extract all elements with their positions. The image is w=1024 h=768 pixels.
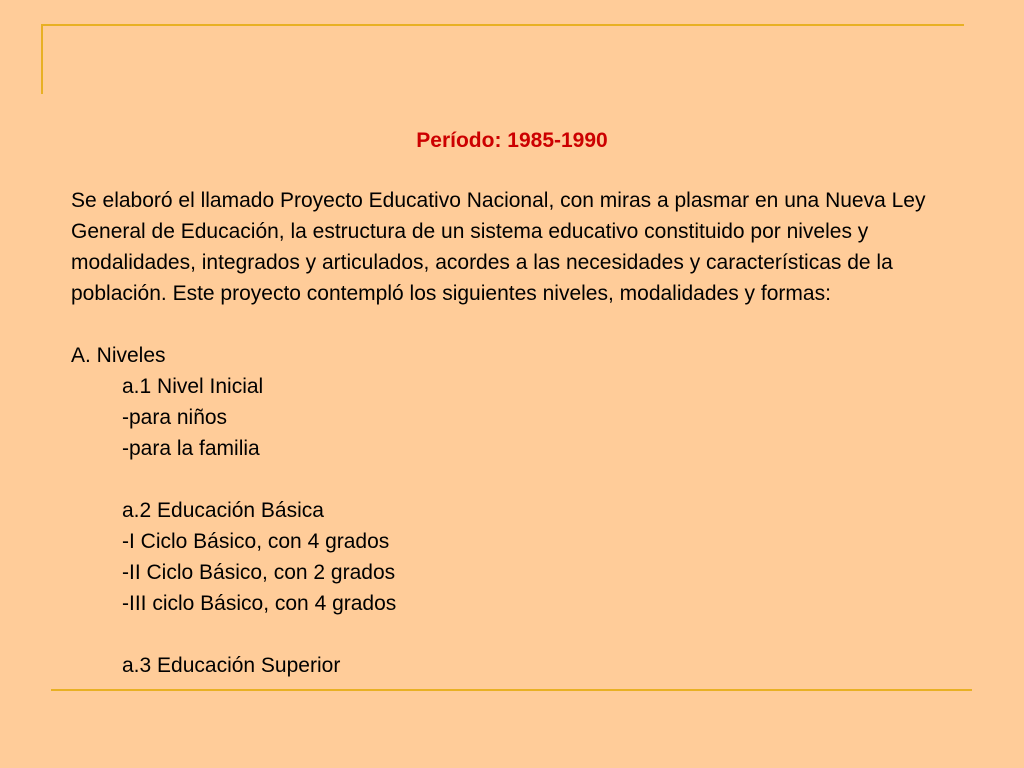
slide-title: Período: 1985-1990 [416,129,608,152]
left-rule [41,24,43,94]
levels-outline [71,340,961,681]
list-item: -para la familia [122,437,260,460]
list-item: -III ciclo Básico, con 4 grados [122,592,397,615]
list-item: -II Ciclo Básico, con 2 grados [122,561,396,584]
spacer [71,619,961,650]
intro-paragraph: Se elaboró el llamado Proyecto Educativo Nacional, con miras a plasmar en una Nueva Ley General de Educación, la estructura de un sistema educativo constituido por niveles y modalidades, integrados y articulados, acordes a las necesidades y características de la población. Este proyecto contempló los siguientes niveles, modalidades y formas: [71,189,926,305]
spacer [71,464,961,495]
section-label-basica: a.2 Educación Básica [122,499,324,522]
section-label-inicial: a.1 Nivel Inicial [122,375,264,398]
levels-heading: A. Niveles [71,344,166,367]
list-item: -I Ciclo Básico, con 4 grados [122,530,390,553]
top-rule [41,24,964,26]
bottom-rule [51,689,972,691]
section-label-superior: a.3 Educación Superior [122,654,341,677]
list-item: -para niños [122,406,228,429]
